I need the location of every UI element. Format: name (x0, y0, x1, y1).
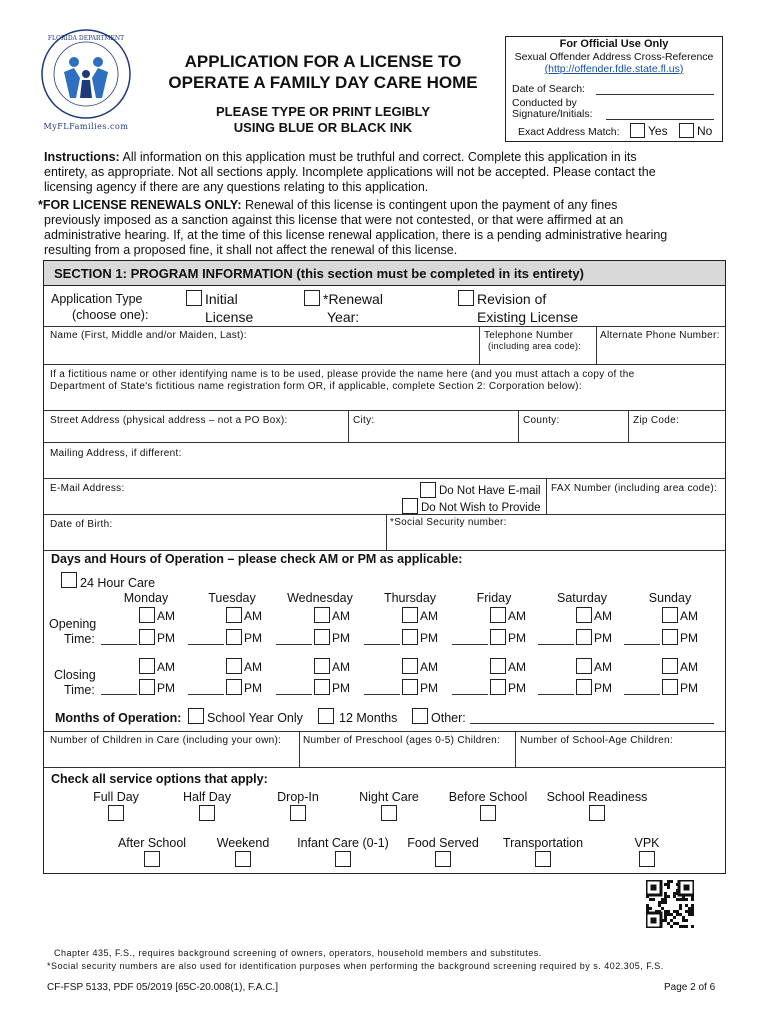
day-label: Friday (476, 591, 512, 605)
am-label: AM (508, 660, 526, 674)
twelve-months-label: 12 Months (339, 711, 398, 725)
renewal-line4: resulting from a proposed fine, it shall not affect the renewal of this license. (44, 243, 458, 257)
service-checkbox[interactable] (144, 851, 160, 867)
closing-am-checkbox[interactable] (662, 658, 678, 674)
school-year-checkbox[interactable] (188, 708, 204, 724)
cross-reference-label: Sexual Offender Address Cross-Reference (514, 51, 714, 63)
am-label: AM (244, 660, 262, 674)
svg-text:FLORIDA DEPARTMENT: FLORIDA DEPARTMENT (47, 35, 125, 42)
subtitle-line2: USING BLUE OR BLACK INK (233, 120, 413, 135)
am-label: AM (332, 609, 350, 623)
page-number: Page 2 of 6 (664, 982, 716, 993)
service-checkbox[interactable] (108, 805, 124, 821)
phone-field-sublabel: (including area code): (488, 341, 582, 351)
no-wish-label: Do Not Wish to Provide (421, 502, 541, 514)
exact-match-yes-label: Yes (648, 124, 668, 138)
pm-label: PM (420, 631, 438, 645)
no-email-label: Do Not Have E-mail (439, 485, 541, 497)
pm-label: PM (157, 681, 175, 695)
opening-label-1: Opening (49, 617, 97, 631)
am-label: AM (332, 660, 350, 674)
children-preschool-label[interactable]: Number of Preschool (ages 0-5) Children: (303, 735, 501, 746)
name-field-label[interactable]: Name (First, Middle and/or Maiden, Last): (50, 330, 247, 341)
qr-code-icon (646, 880, 694, 928)
florida-dcf-seal-icon (40, 28, 132, 120)
service-label: Half Day (183, 790, 231, 804)
instructions-line2: entirety, as appropriate. Not all sections apply. Incomplete applications will not be accepted. Please contact the (44, 165, 656, 179)
footer-note-2: *Social security numbers are also used for identification purposes when performing the background screening required by s. 402.305, F.S. (47, 961, 664, 971)
other-months-field[interactable] (470, 723, 714, 724)
am-label: AM (157, 660, 175, 674)
service-checkbox[interactable] (235, 851, 251, 867)
fictitious-name-label-1[interactable]: If a fictitious name or other identifying name is to be used, please provide the name here (and you must attach a copy of the (50, 369, 635, 380)
opening-pm-checkbox[interactable] (314, 629, 330, 645)
pm-label: PM (680, 631, 698, 645)
form-id: CF-FSP 5133, PDF 05/2019 [65C-20.008(1), F.A.C.] (47, 982, 279, 993)
opening-time-field[interactable] (452, 644, 488, 645)
service-label: After School (117, 836, 187, 850)
page-title-line1: APPLICATION FOR A LICENSE TO (184, 52, 462, 71)
pm-label: PM (508, 681, 526, 695)
service-checkbox[interactable] (199, 805, 215, 821)
school-year-label: School Year Only (207, 711, 303, 725)
closing-pm-checkbox[interactable] (402, 679, 418, 695)
opening-time-field[interactable] (276, 644, 312, 645)
opening-am-checkbox[interactable] (402, 607, 418, 623)
service-checkbox[interactable] (381, 805, 397, 821)
initial-license-checkbox[interactable] (186, 290, 202, 306)
opening-pm-checkbox[interactable] (662, 629, 678, 645)
other-months-label: Other: (431, 711, 466, 725)
opening-pm-checkbox[interactable] (576, 629, 592, 645)
day-label: Sunday (648, 591, 692, 605)
app-type-label-2: (choose one): (72, 308, 149, 322)
opening-am-checkbox[interactable] (139, 607, 155, 623)
closing-pm-checkbox[interactable] (662, 679, 678, 695)
opening-time-field[interactable] (624, 644, 660, 645)
other-months-checkbox[interactable] (412, 708, 428, 724)
service-checkbox[interactable] (589, 805, 605, 821)
pm-label: PM (594, 631, 612, 645)
exact-match-label: Exact Address Match: (518, 126, 620, 138)
exact-match-no-checkbox[interactable] (679, 123, 694, 138)
opening-time-field[interactable] (364, 644, 400, 645)
county-label[interactable]: County: (523, 415, 560, 426)
signature-field[interactable] (606, 119, 714, 120)
service-label: Infant Care (0-1) (297, 836, 389, 850)
service-label: Full Day (93, 790, 139, 804)
section1-heading: SECTION 1: PROGRAM INFORMATION (this section must be completed in its entirety) (54, 266, 584, 281)
closing-am-checkbox[interactable] (314, 658, 330, 674)
fax-label[interactable]: FAX Number (including area code): (551, 483, 718, 494)
revision-label-1: Revision of (477, 291, 547, 307)
instructions-label: Instructions: (44, 150, 120, 164)
revision-label-2: Existing License (477, 309, 579, 325)
day-label: Monday (123, 591, 169, 605)
conducted-by-label: Conducted by (512, 97, 577, 109)
pm-label: PM (680, 681, 698, 695)
page-title-line2: OPERATE A FAMILY DAY CARE HOME (168, 73, 478, 92)
closing-time-field[interactable] (452, 694, 488, 695)
revision-checkbox[interactable] (458, 290, 474, 306)
no-email-checkbox[interactable] (420, 482, 436, 498)
opening-pm-checkbox[interactable] (490, 629, 506, 645)
footer-note-1: Chapter 435, F.S., requires background screening of owners, operators, household members and substitutes. (54, 948, 542, 958)
closing-pm-checkbox[interactable] (490, 679, 506, 695)
am-label: AM (594, 609, 612, 623)
closing-pm-checkbox[interactable] (576, 679, 592, 695)
official-use-box (505, 36, 723, 142)
initial-license-label-1: Initial (205, 291, 238, 307)
email-label[interactable]: E-Mail Address: (50, 483, 125, 494)
am-label: AM (157, 609, 175, 623)
day-label: Wednesday (287, 591, 353, 605)
closing-label-2: Time: (64, 683, 95, 697)
initial-license-label-2: License (205, 309, 254, 325)
date-of-search-field[interactable] (596, 94, 714, 95)
closing-time-field[interactable] (538, 694, 574, 695)
closing-time-field[interactable] (101, 694, 137, 695)
pm-label: PM (594, 681, 612, 695)
day-label: Tuesday (208, 591, 256, 605)
service-label: Before School (448, 790, 528, 804)
opening-am-checkbox[interactable] (576, 607, 592, 623)
closing-am-checkbox[interactable] (576, 658, 592, 674)
zip-code-label[interactable]: Zip Code: (633, 415, 680, 426)
service-checkbox[interactable] (480, 805, 496, 821)
pm-label: PM (157, 631, 175, 645)
day-label: Thursday (383, 591, 437, 605)
services-heading: Check all service options that apply: (51, 772, 268, 786)
am-label: AM (244, 609, 262, 623)
pm-label: PM (332, 631, 350, 645)
pm-label: PM (332, 681, 350, 695)
opening-pm-checkbox[interactable] (226, 629, 242, 645)
am-label: AM (680, 660, 698, 674)
renewal-line2: previously imposed as a sanction against this license that were not contested, or that were affirmed at an (44, 213, 624, 227)
closing-pm-checkbox[interactable] (139, 679, 155, 695)
am-label: AM (508, 609, 526, 623)
pm-label: PM (244, 631, 262, 645)
pm-label: PM (420, 681, 438, 695)
service-label: Transportation (502, 836, 584, 850)
renewal-line1: Renewal of this license is contingent upon the payment of any fines (244, 198, 618, 212)
renewal-line3: administrative hearing. If, at the time of this license renewal application, there is a pending administrative hearing (44, 228, 668, 242)
service-checkbox[interactable] (435, 851, 451, 867)
opening-label-2: Time: (64, 632, 95, 646)
pm-label: PM (244, 681, 262, 695)
closing-time-field[interactable] (188, 694, 224, 695)
opening-am-checkbox[interactable] (662, 607, 678, 623)
logo (40, 28, 132, 136)
renewal-label-1: *Renewal (323, 291, 383, 307)
day-label: Saturday (556, 591, 608, 605)
hour24-label: 24 Hour Care (80, 576, 156, 590)
closing-label-1: Closing (54, 668, 96, 682)
months-label: Months of Operation: (55, 711, 182, 725)
service-checkbox[interactable] (290, 805, 306, 821)
service-label: Food Served (407, 836, 479, 850)
opening-am-checkbox[interactable] (226, 607, 242, 623)
no-wish-checkbox[interactable] (402, 498, 418, 514)
am-label: AM (420, 609, 438, 623)
exact-match-yes-checkbox[interactable] (630, 123, 645, 138)
subtitle-line1: PLEASE TYPE OR PRINT LEGIBLY (215, 104, 431, 119)
pm-label: PM (508, 631, 526, 645)
days-hours-heading: Days and Hours of Operation – please check AM or PM as applicable: (51, 552, 463, 566)
dob-label[interactable]: Date of Birth: (50, 519, 113, 530)
service-label: School Readiness (546, 790, 648, 804)
mailing-address-label[interactable]: Mailing Address, if different: (50, 448, 182, 459)
opening-time-field[interactable] (188, 644, 224, 645)
twelve-months-checkbox[interactable] (318, 708, 334, 724)
logo-caption: MyFLFamilies.com (43, 122, 129, 131)
closing-pm-checkbox[interactable] (314, 679, 330, 695)
qr-code (646, 880, 694, 928)
date-of-search-label: Date of Search: (512, 83, 585, 95)
service-label: Drop-In (277, 790, 319, 804)
service-checkbox[interactable] (639, 851, 655, 867)
renewal-label-2: Year: (327, 309, 360, 325)
service-checkbox[interactable] (335, 851, 351, 867)
closing-am-checkbox[interactable] (402, 658, 418, 674)
am-label: AM (594, 660, 612, 674)
closing-am-checkbox[interactable] (490, 658, 506, 674)
opening-time-field[interactable] (101, 644, 137, 645)
opening-pm-checkbox[interactable] (139, 629, 155, 645)
alt-phone-field-label[interactable]: Alternate Phone Number: (600, 330, 720, 341)
service-label: Weekend (216, 836, 270, 850)
closing-time-field[interactable] (276, 694, 312, 695)
children-total-label[interactable]: Number of Children in Care (including your own): (50, 735, 282, 746)
closing-pm-checkbox[interactable] (226, 679, 242, 695)
opening-am-checkbox[interactable] (490, 607, 506, 623)
am-label: AM (420, 660, 438, 674)
fictitious-name-label-2: Department of State's fictitious name registration form OR, if applicable, complete Section 2: Corporation below): (50, 381, 582, 392)
city-label[interactable]: City: (353, 415, 375, 426)
renewal-checkbox[interactable] (304, 290, 320, 306)
closing-am-checkbox[interactable] (139, 658, 155, 674)
opening-time-field[interactable] (538, 644, 574, 645)
children-school-label[interactable]: Number of School-Age Children: (520, 735, 673, 746)
service-label: Night Care (359, 790, 419, 804)
signature-label: Signature/Initials: (512, 108, 593, 120)
opening-am-checkbox[interactable] (314, 607, 330, 623)
service-checkbox[interactable] (535, 851, 551, 867)
closing-time-field[interactable] (624, 694, 660, 695)
hour24-checkbox[interactable] (61, 572, 77, 588)
app-type-label-1: Application Type (51, 292, 143, 306)
am-label: AM (680, 609, 698, 623)
opening-pm-checkbox[interactable] (402, 629, 418, 645)
exact-match-no-label: No (697, 124, 713, 138)
service-label: VPK (634, 836, 660, 850)
closing-time-field[interactable] (364, 694, 400, 695)
ssn-label[interactable]: *Social Security number: (390, 517, 507, 528)
instructions-line3: licensing agency if there are any questions relating to this application. (44, 180, 429, 194)
renewal-only-label: *FOR LICENSE RENEWALS ONLY: (38, 198, 242, 212)
official-use-heading: For Official Use Only (559, 38, 669, 50)
closing-am-checkbox[interactable] (226, 658, 242, 674)
phone-field-label[interactable]: Telephone Number (484, 330, 574, 341)
street-address-label[interactable]: Street Address (physical address – not a PO Box): (50, 415, 288, 426)
instructions-line1: All information on this application must be truthful and correct. Complete this application in its (122, 150, 637, 164)
offender-link[interactable]: (http://offender.fdle.state.fl.us) (544, 63, 684, 75)
